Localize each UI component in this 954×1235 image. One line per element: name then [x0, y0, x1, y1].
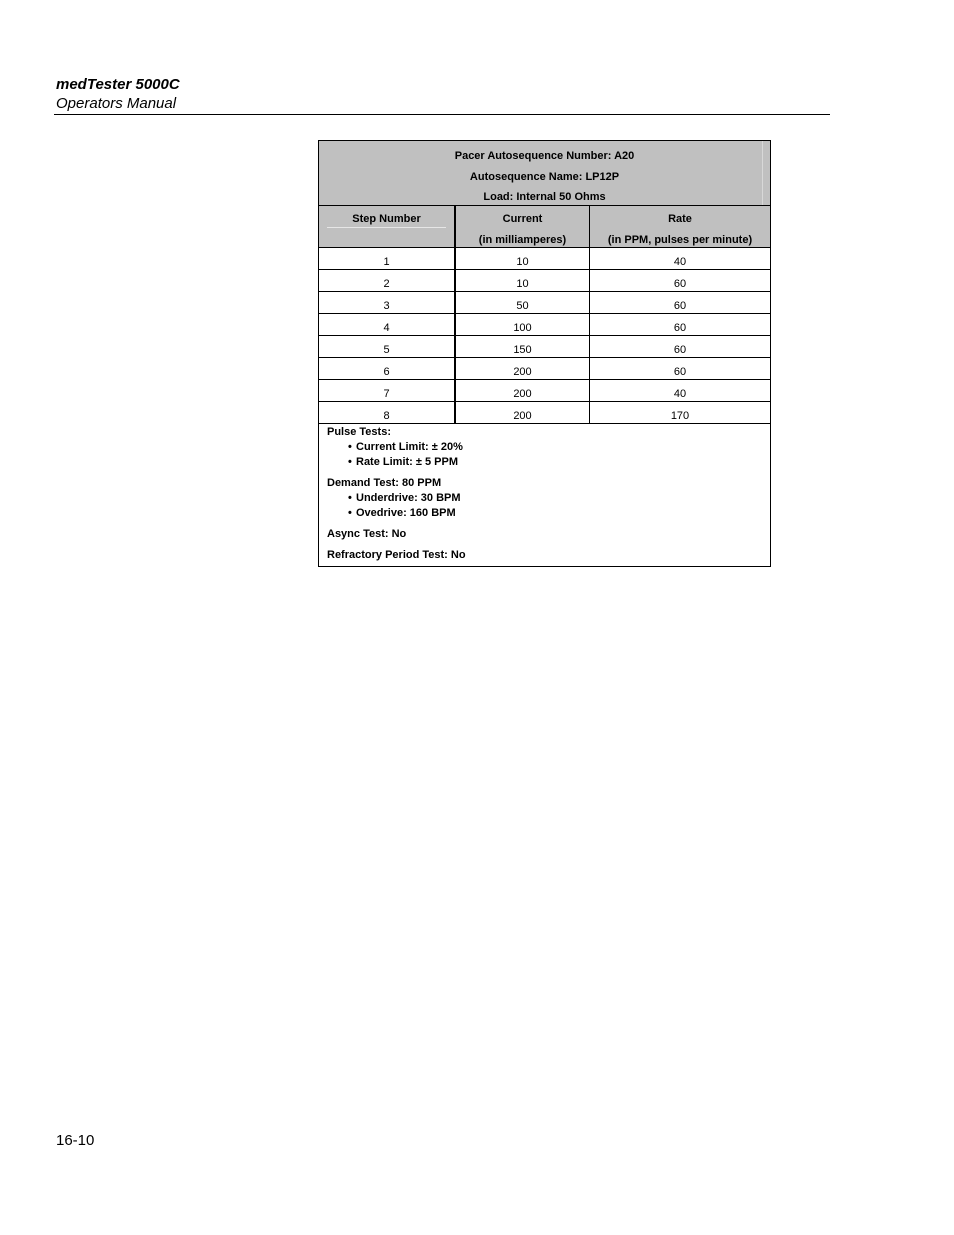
cell-rate: 60	[673, 300, 687, 312]
cell-step: 5	[319, 336, 456, 357]
bullet-icon: •	[348, 507, 352, 519]
cell-current: 50	[456, 292, 590, 313]
cell-step: 4	[319, 314, 456, 335]
header-divider	[54, 114, 830, 115]
test-notes	[319, 423, 770, 566]
column-title: Current	[502, 213, 543, 225]
pulse-tests-heading: Pulse Tests:	[327, 426, 391, 438]
cell-rate: 170	[670, 410, 690, 422]
rate-limit-item	[327, 455, 770, 470]
underdrive-item	[327, 491, 770, 506]
cell-current: 100	[456, 314, 590, 335]
bullet-icon: •	[348, 456, 352, 468]
column-header-rate	[590, 206, 770, 247]
table-row	[319, 247, 770, 269]
bullet-icon: •	[348, 441, 352, 453]
column-title: Step Number	[352, 213, 421, 225]
sequence-load: Load: Internal 50 Ohms	[483, 191, 606, 203]
column-header-step	[319, 206, 456, 247]
table-row	[319, 379, 770, 401]
cell-rate: 60	[673, 322, 687, 334]
header-underline	[327, 227, 446, 228]
bullet-icon: •	[348, 492, 352, 504]
column-header-current	[456, 206, 590, 247]
table-row	[319, 313, 770, 335]
autosequence-table	[318, 140, 771, 567]
cell-current: 200	[456, 402, 590, 423]
cell-current: 150	[456, 336, 590, 357]
cell-step: 3	[319, 292, 456, 313]
manual-subtitle: Operators Manual	[56, 95, 177, 112]
sequence-number: Pacer Autosequence Number: A20	[454, 150, 635, 162]
column-header-row	[319, 205, 770, 247]
cell-rate: 40	[673, 256, 687, 268]
manual-title: medTester 5000C	[56, 76, 180, 93]
current-limit-text: Current Limit: ± 20%	[356, 441, 463, 453]
cell-step: 7	[319, 380, 456, 401]
column-title: Rate	[668, 213, 692, 225]
cell-step: 2	[319, 270, 456, 291]
cell-current: 200	[456, 358, 590, 379]
cell-rate: 60	[673, 366, 687, 378]
cell-step: 1	[319, 248, 456, 269]
overdrive-text: Ovedrive: 160 BPM	[356, 507, 456, 519]
column-subtitle: (in milliamperes)	[478, 234, 567, 246]
overdrive-item	[327, 506, 770, 521]
cell-step: 8	[319, 402, 456, 423]
current-limit-item	[327, 440, 770, 455]
sequence-name: Autosequence Name: LP12P	[469, 171, 620, 183]
table-row	[319, 291, 770, 313]
cell-current: 10	[456, 248, 590, 269]
caption-divider	[762, 141, 763, 205]
table-caption	[319, 141, 770, 205]
underdrive-text: Underdrive: 30 BPM	[356, 492, 461, 504]
page-number: 16-10	[56, 1132, 95, 1149]
table-row	[319, 269, 770, 291]
table-row	[319, 401, 770, 423]
cell-rate: 40	[673, 388, 687, 400]
demand-test-heading: Demand Test: 80 PPM	[327, 477, 442, 489]
rate-limit-text: Rate Limit: ± 5 PPM	[356, 456, 458, 468]
cell-current: 200	[456, 380, 590, 401]
async-test-line: Async Test: No	[327, 528, 407, 540]
refractory-test-line: Refractory Period Test: No	[327, 549, 466, 561]
cell-step: 6	[319, 358, 456, 379]
cell-rate: 60	[673, 344, 687, 356]
table-row	[319, 335, 770, 357]
cell-current: 10	[456, 270, 590, 291]
cell-rate: 60	[673, 278, 687, 290]
table-row	[319, 357, 770, 379]
column-subtitle: (in PPM, pulses per minute)	[607, 234, 753, 246]
